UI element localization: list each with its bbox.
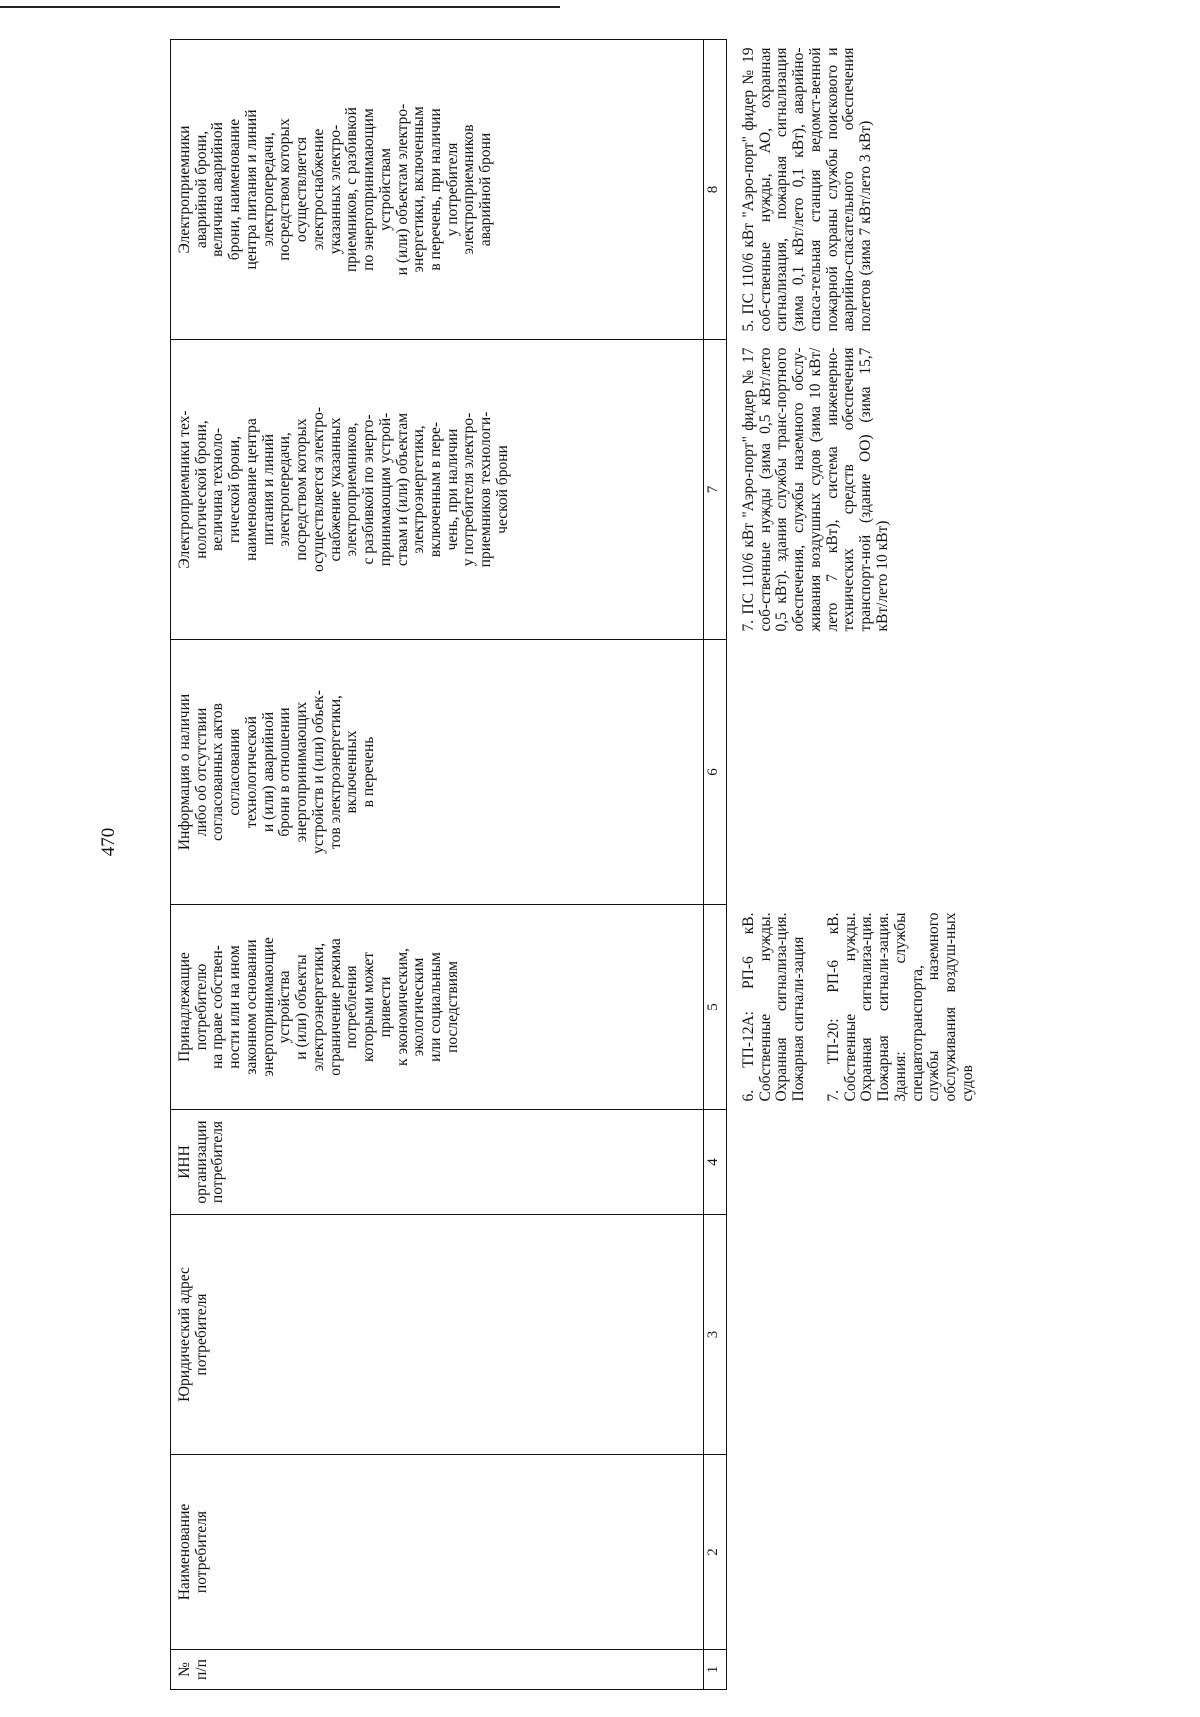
header-cell-1: № п/п bbox=[171, 1650, 704, 1690]
scan-edge-line bbox=[0, 6, 560, 8]
consumer-table bbox=[170, 39, 981, 1690]
header-cell-7: Электроприемники тех- нологической брони, величина техноло- гической брони, наименование центра питания и линий электропередачи, посредством которых осуществляется электро- снабжение указанных электроприемников, с разбивкой по энерго- принимающим устрой- ствам и (или) объектам электроэнергетики, включенным в пере- чень, при наличии у потребителя электро- приемников технологи- ческой брони bbox=[171, 340, 704, 640]
body-cell-8 bbox=[727, 40, 981, 340]
body-cell-4 bbox=[727, 1110, 981, 1215]
body-cell-5 bbox=[727, 905, 981, 1110]
body-entry-5-emergency: 5. ПС 110/6 кВт "Аэро-порт" фидер № 19 соб-ственные нужды, АО, охранная сигнализация, пожарная сигнализация (зима 0,1 кВт/лето 0,1 кВт), аварийно-спаса-тельная станция ведомст-венной пожарной охраны службы поискового и аварийно-спасательного обеспечения полетов (зима 7 кВт/лето 3 кВт) bbox=[740, 47, 875, 332]
body-cell-1 bbox=[727, 1650, 981, 1690]
column-number: 2 bbox=[704, 1455, 727, 1650]
column-number: 8 bbox=[704, 40, 727, 340]
page-number: 470 bbox=[98, 827, 119, 857]
table-row bbox=[727, 40, 981, 1690]
column-number: 1 bbox=[704, 1650, 727, 1690]
header-cell-3: Юридический адрес потребителя bbox=[171, 1215, 704, 1455]
header-cell-2: Наименование потребителя bbox=[171, 1455, 704, 1650]
header-cell-4: ИНН организации потребителя bbox=[171, 1110, 704, 1215]
header-cell-6: Информация о наличии либо об отсутствии согласованных актов согласования технологической и (или) аварийной брони в отношении энергопринимающих устройств и (или) объек- тов электроэнергетики, включенных в перечень bbox=[171, 640, 704, 905]
body-entry-7: 7. ТП-20: РП-6 кВ. Собственные нужды. Охранная сигнализа-ция. Пожарная сигнали-зация. Здания: службы спецавтотранспорта, службы наземного обслуживания воздуш-ных судов bbox=[824, 912, 976, 1102]
column-number: 7 bbox=[704, 340, 727, 640]
column-number: 5 bbox=[704, 905, 727, 1110]
header-cell-8: Электроприемники аварийной брони, величина аварийной брони, наименование центра питания и линий электропередачи, посредством которых осуществляется электроснабжение указанных электро- приемников, с разбивкой по энергопринимающим устройствам и (или) объектам электро- энергетики, включенным в перечень, при наличии у потребителя электроприемников аварийной брони bbox=[171, 40, 704, 340]
body-cell-3 bbox=[727, 1215, 981, 1455]
header-cell-5: Принадлежащие потребителю на праве собствен- ности или на ином законном основании энергопринимающие устройства и (или) объекты электроэнергетики, ограничение режима потребления которыми может привести к экономическим, экологическим или социальным последствиям bbox=[171, 905, 704, 1110]
body-cell-6 bbox=[727, 640, 981, 905]
column-number: 6 bbox=[704, 640, 727, 905]
rotated-sheet bbox=[170, 40, 1180, 1690]
column-number-row bbox=[704, 40, 727, 1690]
body-entry-7-tech: 7. ПС 110/6 кВт "Аэро-порт" фидер № 17 соб-ственные нужды (зима 0,5 кВт/лето 0,5 кВт). здания службы транс-портного обеспечения, службы наземного обслу-живания воздушных судов (зима 10 кВт/лето 7 кВт), система инженерно-технических средств обеспечения транспорт-ной (здание ОО) (зима 15,7 кВт/лето 10 кВт) bbox=[740, 347, 891, 632]
column-number: 4 bbox=[704, 1110, 727, 1215]
header-row bbox=[171, 40, 704, 1690]
body-cell-2 bbox=[727, 1455, 981, 1650]
body-cell-7 bbox=[727, 340, 981, 640]
body-entry-6: 6. ТП-12А: РП-6 кВ. Собственные нужды. Охранная сигнализа-ция. Пожарная сигнали-зация bbox=[740, 912, 808, 1102]
column-number: 3 bbox=[704, 1215, 727, 1455]
